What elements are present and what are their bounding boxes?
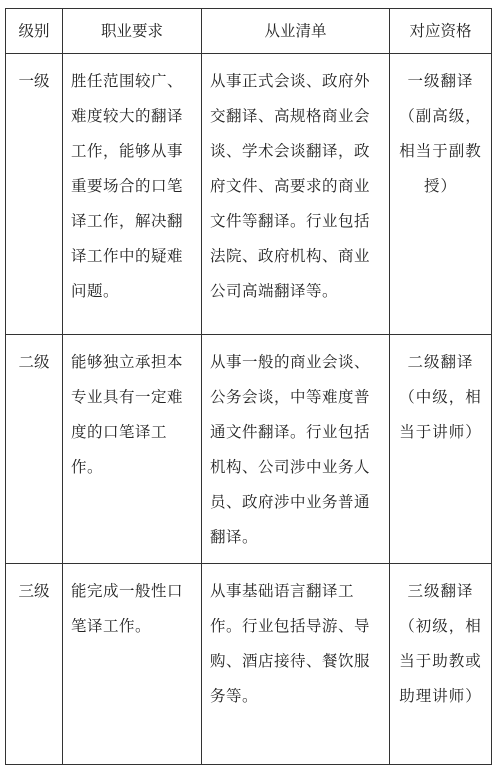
cell-qualification: 二级翻译（中级，相当于讲师）: [390, 335, 492, 564]
header-scope: 从业清单: [202, 9, 390, 54]
cell-requirement: 胜任范围较广、难度较大的翻译工作，能够从事重要场合的口笔译工作，解决翻译工作中的疑难问题。: [63, 54, 202, 335]
header-level: 级别: [6, 9, 63, 54]
cell-scope: 从事正式会谈、政府外交翻译、高规格商业会谈、学术会谈翻译，政府文件、高要求的商业文件等翻译。行业包括法院、政府机构、商业公司高端翻译等。: [202, 54, 390, 335]
table-row: [6, 564, 492, 765]
cell-level: 二级: [6, 335, 63, 564]
qualification-table: [5, 8, 492, 765]
cell-level: 三级: [6, 564, 63, 765]
table-row: [6, 335, 492, 564]
cell-qualification: 一级翻译（副高级，相当于副教授）: [390, 54, 492, 335]
cell-qualification: 三级翻译（初级，相当于助教或助理讲师）: [390, 564, 492, 765]
header-row: [6, 9, 492, 54]
cell-level: 一级: [6, 54, 63, 335]
cell-scope: 从事基础语言翻译工作。行业包括导游、导购、酒店接待、餐饮服务等。: [202, 564, 390, 765]
header-requirement: 职业要求: [63, 9, 202, 54]
cell-requirement: 能够独立承担本专业具有一定难度的口笔译工作。: [63, 335, 202, 564]
cell-scope: 从事一般的商业会谈、公务会谈，中等难度普通文件翻译。行业包括机构、公司涉中业务人员、政府涉中业务普通翻译。: [202, 335, 390, 564]
table-row: [6, 54, 492, 335]
cell-requirement: 能完成一般性口笔译工作。: [63, 564, 202, 765]
header-qualification: 对应资格: [390, 9, 492, 54]
